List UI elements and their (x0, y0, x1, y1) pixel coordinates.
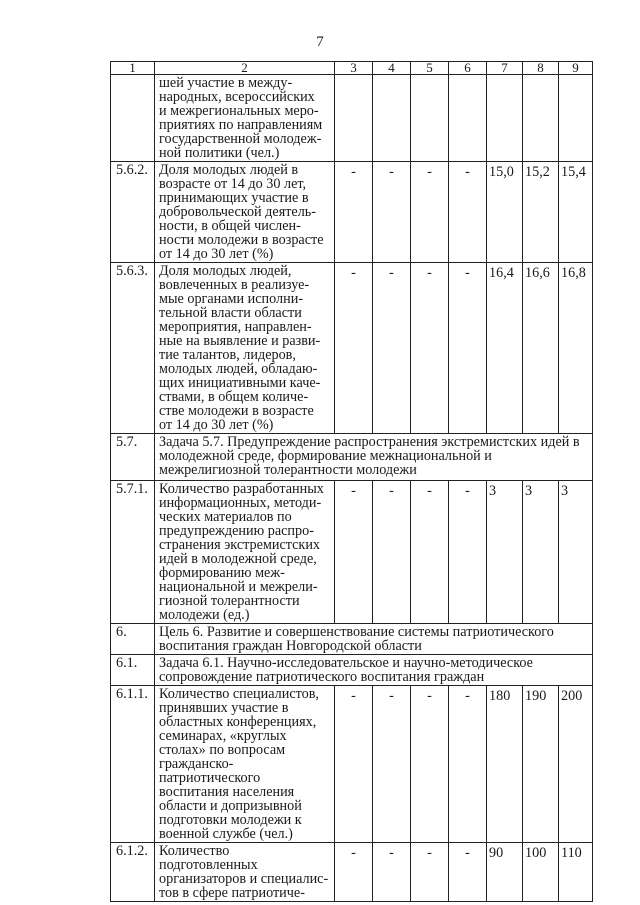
indicator-description: Доля молодых людей в возрасте от 14 до 30 лет, принимающих участие в добровольческой деятель- ности, в общей числен- ности молодежи в возрасте от 14 до 30 лет (%) (155, 162, 335, 263)
table-row (111, 481, 593, 624)
row-heading: Цель 6. Развитие и совершенствование системы патриотического воспитания граждан Новгородской области (155, 624, 593, 655)
value-cell-empty (449, 75, 487, 162)
value-cell-empty: - (449, 162, 487, 263)
value-cell-empty: - (335, 263, 373, 434)
value-cell-empty: - (449, 263, 487, 434)
value-cell-empty: - (411, 843, 449, 902)
table-row (111, 263, 593, 434)
value-cell: 100 (523, 843, 559, 902)
row-number: 6.1. (111, 655, 155, 686)
row-number: 5.7.1. (111, 481, 155, 624)
value-cell: 90 (487, 843, 523, 902)
value-cell: 180 (487, 686, 523, 843)
value-cell-empty: - (335, 162, 373, 263)
value-cell (523, 75, 559, 162)
value-cell-empty: - (335, 686, 373, 843)
row-number: 5.6.3. (111, 263, 155, 434)
value-cell-empty: - (373, 162, 411, 263)
table-row (111, 655, 593, 686)
indicator-description: Доля молодых людей, вовлеченных в реализуе- мые органами исполни- тельной власти области мероприятия, направлен- ные на выявление и разви- тие талантов, лидеров, молодых людей, обладаю- щих инициативными каче- ствами, в общем количе- стве молодежи в возрасте от 14 до 30 лет (%) (155, 263, 335, 434)
value-cell: 3 (523, 481, 559, 624)
value-cell: 15,4 (559, 162, 593, 263)
indicator-description: Количество подготовленных организаторов и специалис- тов в сфере патриотиче- (155, 843, 335, 902)
value-cell: 3 (487, 481, 523, 624)
value-cell: 3 (559, 481, 593, 624)
row-heading: Задача 5.7. Предупреждение распространения экстремистских идей в молодежной среде, формирование межнациональной и межрелигиозной толерантности молодежи (155, 434, 593, 481)
value-cell-empty: - (335, 481, 373, 624)
value-cell: 16,6 (523, 263, 559, 434)
table-row (111, 75, 593, 162)
value-cell-empty: - (411, 263, 449, 434)
value-cell (487, 75, 523, 162)
value-cell-empty: - (411, 686, 449, 843)
value-cell: 15,0 (487, 162, 523, 263)
value-cell-empty: - (373, 263, 411, 434)
table-row (111, 624, 593, 655)
indicators-table (110, 61, 593, 902)
header-cell: 1 (111, 62, 155, 75)
value-cell: 15,2 (523, 162, 559, 263)
value-cell-empty: - (411, 481, 449, 624)
value-cell-empty: - (411, 162, 449, 263)
value-cell-empty: - (449, 481, 487, 624)
table-row (111, 162, 593, 263)
row-number: 6. (111, 624, 155, 655)
value-cell: 190 (523, 686, 559, 843)
header-cell: 8 (523, 62, 559, 75)
value-cell-empty: - (373, 481, 411, 624)
row-heading: Задача 6.1. Научно-исследовательское и научно-методическое сопровождение патриотического воспитания граждан (155, 655, 593, 686)
value-cell: 200 (559, 686, 593, 843)
value-cell-empty: - (449, 843, 487, 902)
header-cell: 7 (487, 62, 523, 75)
header-cell: 3 (335, 62, 373, 75)
page-number: 7 (316, 34, 324, 50)
value-cell-empty (411, 75, 449, 162)
value-cell (559, 75, 593, 162)
row-number (111, 75, 155, 162)
value-cell-empty: - (335, 843, 373, 902)
value-cell: 16,4 (487, 263, 523, 434)
header-cell: 9 (559, 62, 593, 75)
row-number: 6.1.1. (111, 686, 155, 843)
value-cell-empty: - (373, 843, 411, 902)
value-cell-empty: - (449, 686, 487, 843)
row-number: 5.7. (111, 434, 155, 481)
header-cell: 5 (411, 62, 449, 75)
header-cell: 4 (373, 62, 411, 75)
indicator-description: Количество разработанных информационных, методи- ческих материалов по предупреждению распро- странения экстремистских идей в молодежной среде, формированию меж- национальной и межрели- гиозной толерантности молодежи (ед.) (155, 481, 335, 624)
value-cell: 16,8 (559, 263, 593, 434)
row-number: 6.1.2. (111, 843, 155, 902)
indicator-description: шей участие в между- народных, всероссийских и межрегиональных меро- приятиях по направлениям государственной молодеж- ной политики (чел.) (155, 75, 335, 162)
header-cell: 6 (449, 62, 487, 75)
table-row (111, 686, 593, 843)
value-cell-empty (373, 75, 411, 162)
value-cell: 110 (559, 843, 593, 902)
table-row (111, 843, 593, 902)
table-row (111, 434, 593, 481)
header-cell: 2 (155, 62, 335, 75)
header-row (111, 62, 593, 75)
row-number: 5.6.2. (111, 162, 155, 263)
indicator-description: Количество специалистов, принявших участие в областных конференциях, семинарах, «круглых столах» по вопросам гражданско-патриотического воспитания населения области и допризывной подготовки молодежи к военной службе (чел.) (155, 686, 335, 843)
value-cell-empty (335, 75, 373, 162)
value-cell-empty: - (373, 686, 411, 843)
